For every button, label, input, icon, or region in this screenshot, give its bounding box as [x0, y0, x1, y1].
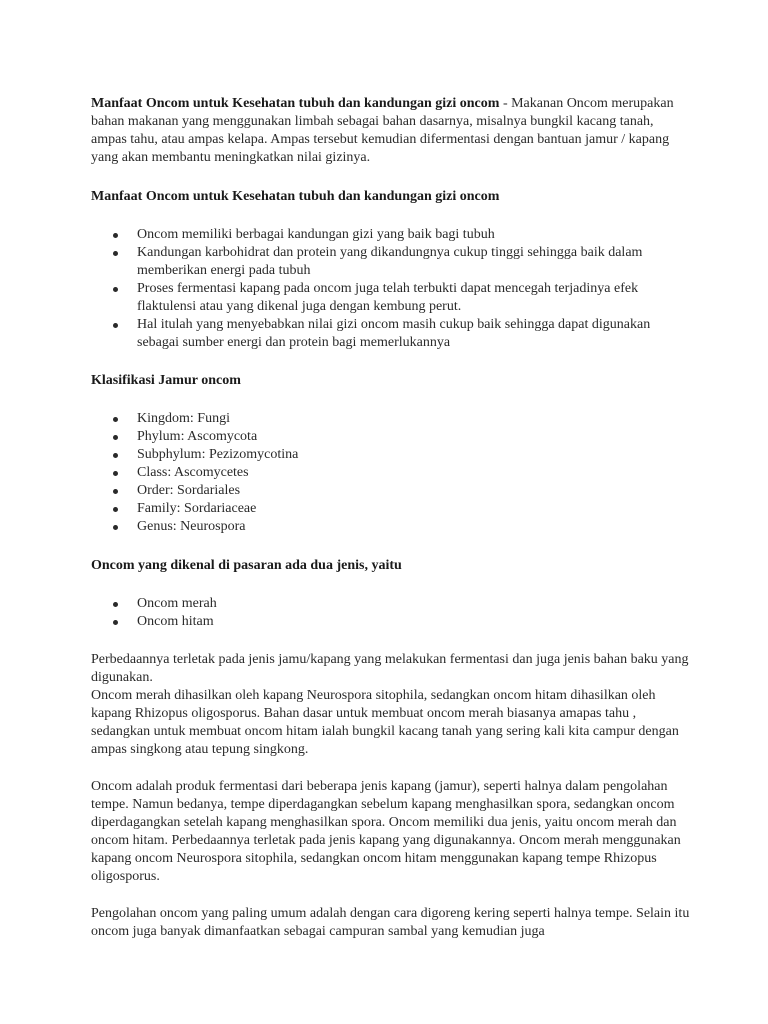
- paragraph-oncom-merah: Oncom merah dihasilkan oleh kapang Neurospora sitophila, sedangkan oncom hitam dihasilkan oleh kapang Rhizopus oligosporus. Bahan dasar untuk membuat oncom merah biasanya amapas tahu , sedangkan untuk membuat oncom hitam ialah bungkil kacang tanah yang sering kali kita campur dengan ampas singkong atau tepung singkong.: [91, 688, 679, 757]
- list-item: Oncom memiliki berbagai kandungan gizi yang baik bagi tubuh: [137, 226, 691, 244]
- intro-paragraph: [91, 95, 691, 167]
- paragraph-fermentasi: Oncom adalah produk fermentasi dari beberapa jenis kapang (jamur), seperti halnya dalam pengolahan tempe. Namun bedanya, tempe diperdagangkan sebelum kapang menghasilkan spora, sedangkan oncom diperdagangkan setelah kapang menghasilkan spora. Oncom memiliki dua jenis, yaitu oncom merah dan oncom hitam. Perbedaannya terletak pada jenis kapang yang digunakannya. Oncom merah menggunakan kapang oncom Neurospora sitophila, sedangkan oncom hitam menggunakan kapang tempe Rhizopus oligosporus.: [91, 779, 681, 884]
- section-heading-klasifikasi: Klasifikasi Jamur oncom: [91, 373, 241, 388]
- list-item: Oncom merah: [137, 595, 691, 613]
- list-item: Order: Sordariales: [137, 482, 691, 500]
- document-page: [91, 95, 691, 941]
- intro-text: - Makanan Oncom merupakan bahan makanan yang menggunakan limbah sebagai bahan dasarnya, misalnya bungkil kacang tanah, ampas tahu, atau ampas kelapa. Ampas tersebut kemudian difermentasi dengan bantuan jamur / kapang yang akan membantu meningkatkan nilai gizinya.: [91, 96, 674, 165]
- list-item: Oncom hitam: [137, 613, 691, 631]
- list-item: Subphylum: Pezizomycotina: [137, 446, 691, 464]
- section-heading-jenis: Oncom yang dikenal di pasaran ada dua jenis, yaitu: [91, 558, 402, 573]
- manfaat-list: [91, 226, 691, 352]
- list-item: Hal itulah yang menyebabkan nilai gizi oncom masih cukup baik sehingga dapat digunakan sebagai sumber energi dan protein bagi memerlukannya: [137, 316, 691, 352]
- klasifikasi-list: [91, 410, 691, 536]
- list-item: Phylum: Ascomycota: [137, 428, 691, 446]
- list-item: Class: Ascomycetes: [137, 464, 691, 482]
- intro-title: Manfaat Oncom untuk Kesehatan tubuh dan kandungan gizi oncom: [91, 96, 500, 111]
- list-item: Family: Sordariaceae: [137, 500, 691, 518]
- paragraph-pengolahan: Pengolahan oncom yang paling umum adalah dengan cara digoreng kering seperti halnya tempe. Selain itu oncom juga banyak dimanfaatkan sebagai campuran sambal yang kemudian juga: [91, 906, 690, 939]
- list-item: Proses fermentasi kapang pada oncom juga telah terbukti dapat mencegah terjadinya efek flaktulensi atau yang dikenal juga dengan kembung perut.: [137, 280, 691, 316]
- list-item: Genus: Neurospora: [137, 518, 691, 536]
- section-heading-manfaat: Manfaat Oncom untuk Kesehatan tubuh dan kandungan gizi oncom: [91, 189, 500, 204]
- paragraph-perbedaan: Perbedaannya terletak pada jenis jamu/kapang yang melakukan fermentasi dan juga jenis bahan baku yang digunakan.: [91, 652, 689, 685]
- list-item: Kandungan karbohidrat dan protein yang dikandungnya cukup tinggi sehingga baik dalam memberikan energi pada tubuh: [137, 244, 691, 280]
- list-item: Kingdom: Fungi: [137, 410, 691, 428]
- jenis-list: [91, 595, 691, 631]
